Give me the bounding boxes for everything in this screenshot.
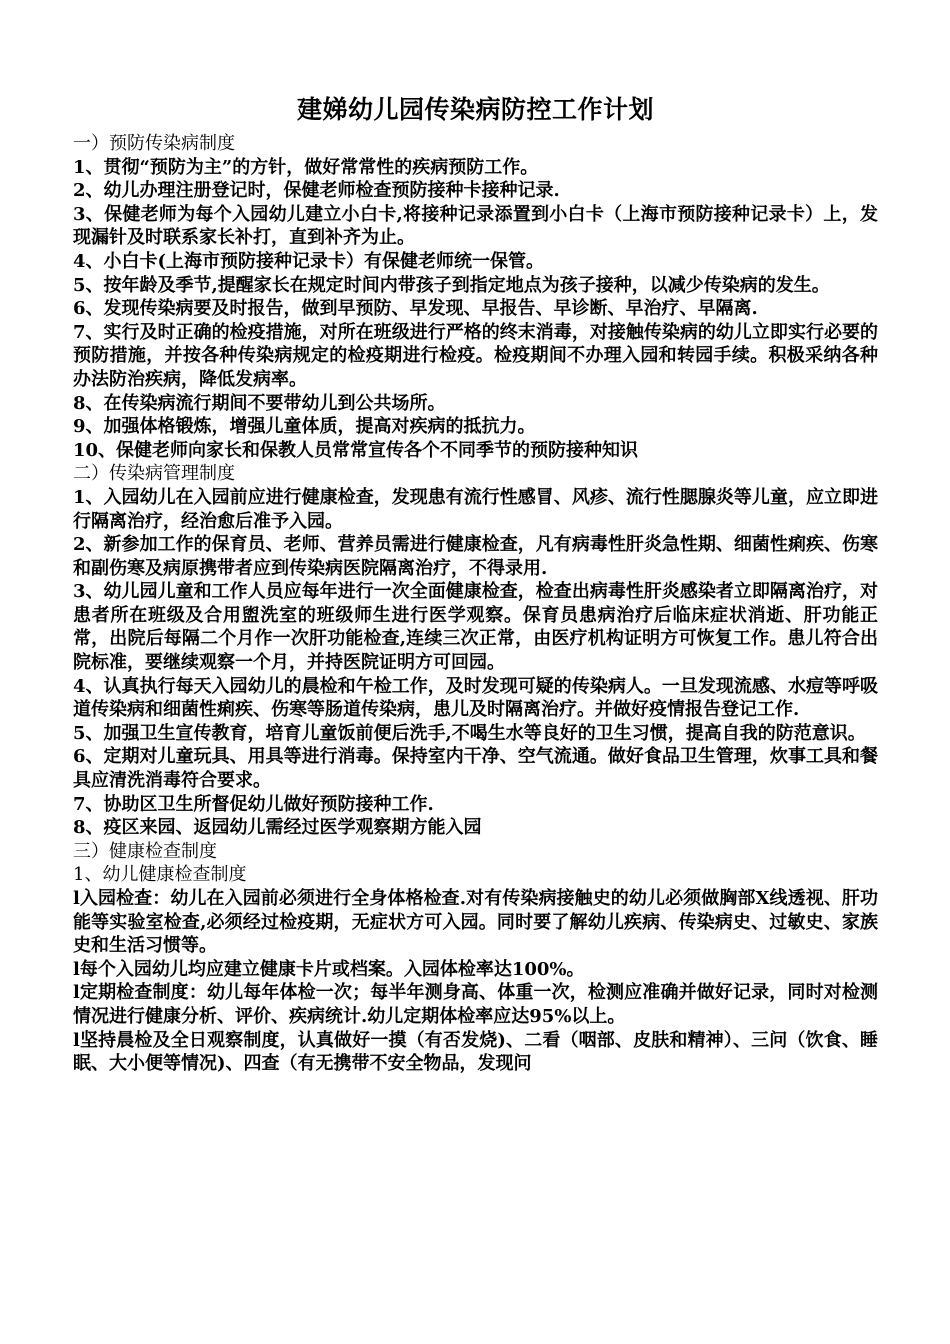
paragraph: 8、疫区来园、返园幼儿需经过医学观察期方能入园: [73, 817, 482, 839]
paragraph: 7、实行及时正确的检疫措施，对所在班级进行严格的终末消毒，对接触传染病的幼儿立即实行必要的预防措施，并按各种传染病规定的检疫期进行检疫。检疫期间不办理入园和转园手续。积极采纳各种办法防治疾病，降低发病率。: [73, 321, 878, 390]
section-heading-management: 二）传染病管理制度: [73, 463, 235, 485]
paragraph: 9、加强体格锻炼，增强儿童体质，提高对疾病的抵抗力。: [73, 416, 536, 438]
paragraph: 2、新参加工作的保育员、老师、营养员需进行健康检查，凡有病毒性肝炎急性期、细菌性痢疾、伤寒和副伤寒及病原携带者应到传染病医院隔离治疗，不得录用.: [73, 534, 878, 579]
paragraph: 5、按年龄及季节,提醒家长在规定时间内带孩子到指定地点为孩子接种，以减少传染病的发生。: [73, 274, 830, 296]
subsection-heading: 1、幼儿健康检查制度: [73, 864, 247, 886]
paragraph: l坚持晨检及全日观察制度，认真做好一摸（有否发烧)、二看（咽部、皮肤和精神）、三问（饮食、睡眠、大小便等情况)、四查（有无携带不安全物品，发现问: [73, 1029, 878, 1075]
paragraph: 4、小白卡(上海市预防接种记录卡）有保健老师统一保管。: [73, 250, 545, 272]
paragraph: 6、发现传染病要及时报告，做到早预防、早发现、早报告、早诊断、早治疗、早隔离.: [73, 298, 758, 320]
document-page: [73, 92, 878, 1076]
paragraph: 7、协助区卫生所督促幼儿做好预防接种工作.: [73, 793, 434, 815]
paragraph: 1、入园幼儿在入园前应进行健康检查，发现患有流行性感冒、风疹、流行性腮腺炎等儿童，应立即进行隔离治疗，经治愈后准予入园。: [73, 486, 878, 532]
paragraph: 2、幼儿办理注册登记时，保健老师检查预防接种卡接种记录.: [73, 180, 560, 202]
section-heading-prevention: 一）预防传染病制度: [73, 133, 235, 154]
paragraph: l定期检查制度：幼儿每年体检一次；每半年测身高、体重一次，检测应准确并做好记录，同时对检测情况进行健康分析、评价、疾病统计.幼儿定期体检率应达95%以上。: [73, 982, 878, 1027]
paragraph: 10、保健老师向家长和保教人员常常宣传各个不同季节的预防接种知识: [73, 439, 639, 461]
paragraph: l每个入园幼儿均应建立健康卡片或档案。入园体检率达100%。: [73, 958, 585, 980]
document-title: 建娣幼儿园传染病防控工作计划: [296, 95, 654, 124]
paragraph: 5、加强卫生宣传教育，培育儿童饭前便后洗手,不喝生水等良好的卫生习惯，提高自我的防范意识。: [73, 722, 866, 744]
section-heading-health-check: 三）健康检查制度: [73, 840, 217, 862]
paragraph: 3、幼儿园儿童和工作人员应每年进行一次全面健康检查，检查出病毒性肝炎感染者立即隔离治疗，对患者所在班级及合用盥洗室的班级师生进行医学观察。保育员患病治疗后临床症状消逝、肝功能正常，出院后每隔二个月作一次肝功能检查,连续三次正常，由医疗机构证明方可恢复工作。患儿符合出院标准，要继续观察一个月，并持医院证明方可回园。: [73, 581, 878, 674]
paragraph: 1、贯彻“预防为主”的方针，做好常常性的疾病预防工作。: [73, 156, 539, 178]
paragraph: 3、保健老师为每个入园幼儿建立小白卡,将接种记录添置到小白卡（上海市预防接种记录卡）上，发现漏针及时联系家长补打，直到补齐为止。: [73, 203, 878, 249]
paragraph: 4、认真执行每天入园幼儿的晨检和午检工作，及时发现可疑的传染病人。一旦发现流感、水痘等呼吸道传染病和细菌性痢疾、伤寒等肠道传染病，患儿及时隔离治疗。并做好疫情报告登记工作.: [73, 675, 878, 721]
paragraph: 8、在传染病流行期间不要带幼儿到公共场所。: [73, 392, 446, 414]
paragraph: l入园检查：幼儿在入园前必须进行全身体格检查.对有传染病接触史的幼儿必须做胸部X线透视、肝功能等实验室检查,必须经过检疫期，无症状方可入园。同时要了解幼儿疾病、传染病史、过敏史、家族史和生活习惯等。: [73, 888, 878, 957]
paragraph: 6、定期对儿童玩具、用具等进行消毒。保持室内干净、空气流通。做好食品卫生管理，炊事工具和餐具应清洗消毒符合要求。: [73, 746, 878, 792]
